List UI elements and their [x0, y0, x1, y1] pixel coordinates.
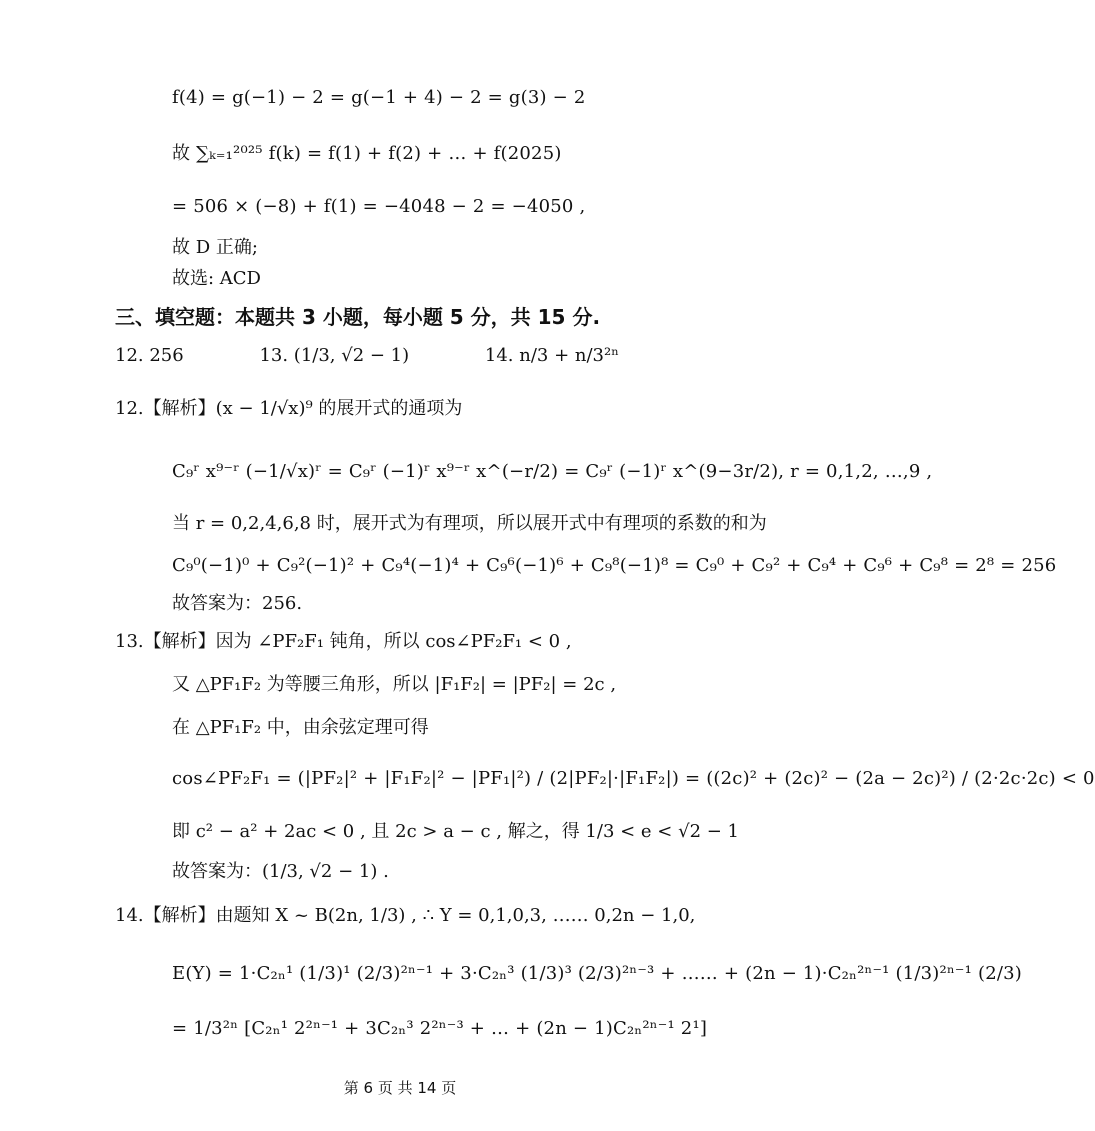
line-choice: 故选: ACD	[172, 268, 261, 289]
solution-12-sum: C₉⁰(−1)⁰ + C₉²(−1)² + C₉⁴(−1)⁴ + C₉⁶(−1)⁶ + C₉⁸(−1)⁸ = C₉⁰ + C₉² + C₉⁴ + C₉⁶ + C₉⁸ = 2⁸ = 256	[172, 555, 1057, 576]
solution-13-cos-formula: cos∠PF₂F₁ = (|PF₂|² + |F₁F₂|² − |PF₁|²) / (2|PF₂|·|F₁F₂|) = ((2c)² + (2c)² − (2a − 2c)²) / (2·2c·2c) < 0	[172, 768, 1095, 789]
solution-13-inequality: 即 c² − a² + 2ac < 0 , 且 2c > a − c , 解之，得 1/3 < e < √2 − 1	[172, 821, 739, 842]
answer-13: 13. (1/3, √2 − 1)	[259, 345, 410, 366]
answer-14: 14. n/3 + n/3²ⁿ	[484, 345, 620, 366]
section-heading: 三、填空题：本题共 3 小题，每小题 5 分，共 15 分.	[115, 305, 601, 329]
line-d-correct: 故 D 正确;	[172, 237, 258, 258]
solution-12-term: C₉ʳ x⁹⁻ʳ (−1/√x)ʳ = C₉ʳ (−1)ʳ x⁹⁻ʳ x^(−r/2) = C₉ʳ (−1)ʳ x^(9−3r/2), r = 0,1,2, …,9 ,	[172, 461, 933, 482]
answer-row	[115, 342, 619, 370]
solution-13-isosceles: 又 △PF₁F₂ 为等腰三角形，所以 |F₁F₂| = |PF₂| = 2c ,	[172, 674, 617, 695]
line-sum: 故 ∑ₖ₌₁²⁰²⁵ f(k) = f(1) + f(2) + … + f(2025)	[172, 143, 562, 164]
solution-12-intro: 12.【解析】(x − 1/√x)⁹ 的展开式的通项为	[115, 398, 463, 419]
solution-14-intro: 14.【解析】由题知 X ~ B(2n, 1/3) , ∴ Y = 0,1,0,3, …… 0,2n − 1,0,	[115, 905, 696, 926]
line-sum-value: = 506 × (−8) + f(1) = −4048 − 2 = −4050 ,	[172, 196, 586, 217]
solution-14-simplified: = 1/3²ⁿ [C₂ₙ¹ 2²ⁿ⁻¹ + 3C₂ₙ³ 2²ⁿ⁻³ + … + (2n − 1)C₂ₙ²ⁿ⁻¹ 2¹]	[172, 1018, 708, 1039]
page-footer: 第 6 页 共 14 页	[343, 1079, 457, 1097]
solution-13-intro: 13.【解析】因为 ∠PF₂F₁ 钝角，所以 cos∠PF₂F₁ < 0 ,	[115, 631, 572, 652]
answer-12: 12. 256	[115, 345, 184, 366]
solution-12-answer: 故答案为：256.	[172, 593, 303, 614]
solution-14-expectation: E(Y) = 1·C₂ₙ¹ (1/3)¹ (2/3)²ⁿ⁻¹ + 3·C₂ₙ³ (1/3)³ (2/3)²ⁿ⁻³ + …… + (2n − 1)·C₂ₙ²ⁿ⁻¹ (1/3)²ⁿ⁻¹ (2/3)	[172, 963, 1022, 984]
solution-12-rational: 当 r = 0,2,4,6,8 时，展开式为有理项，所以展开式中有理项的系数的和为	[172, 513, 767, 534]
solution-13-cosine-law: 在 △PF₁F₂ 中，由余弦定理可得	[172, 717, 429, 738]
solution-13-answer: 故答案为：(1/3, √2 − 1) .	[172, 861, 389, 882]
line-f4: f(4) = g(−1) − 2 = g(−1 + 4) − 2 = g(3) − 2	[172, 87, 586, 108]
